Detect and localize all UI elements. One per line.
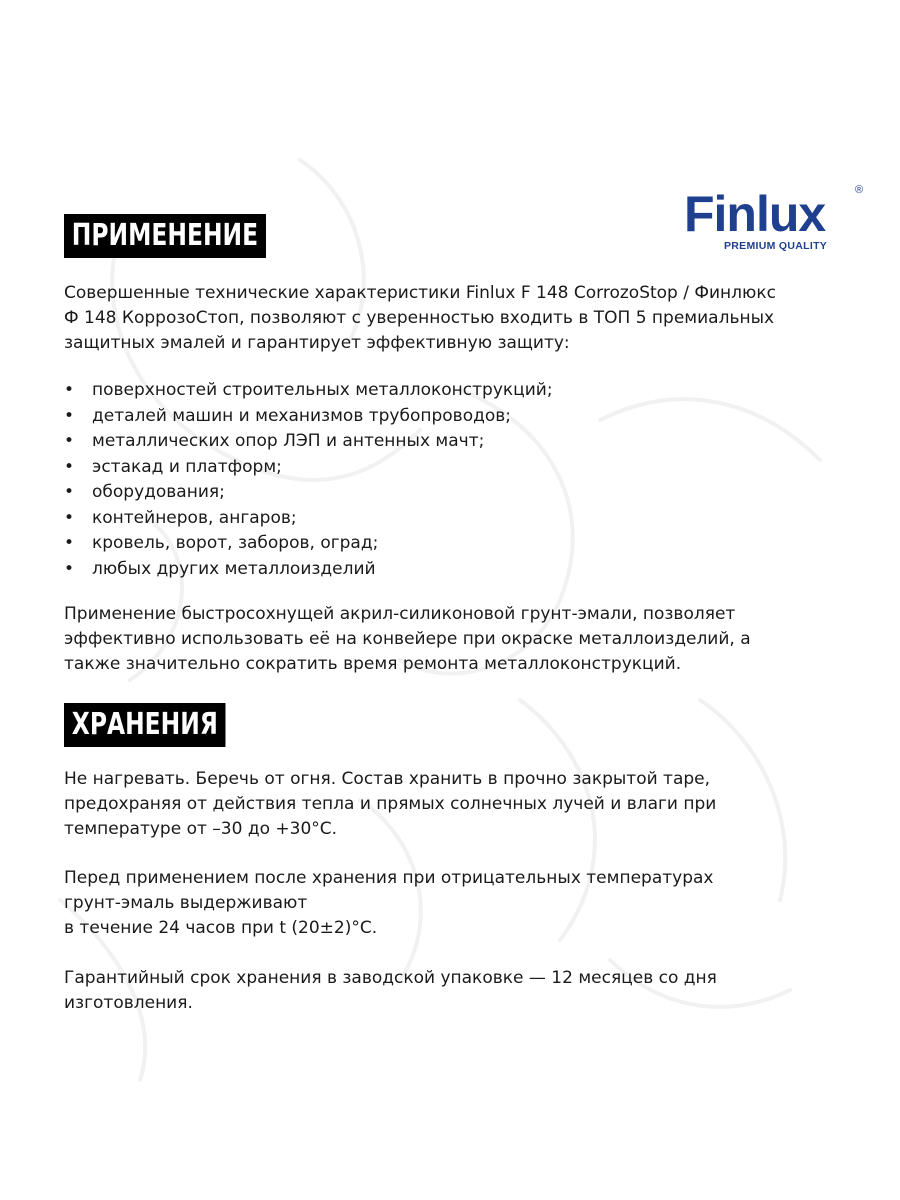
list-item bbox=[64, 404, 553, 430]
storage-paragraph-1: Не нагревать. Беречь от огня. Состав хранить в прочно закрытой таре, предохраняя от действия тепла и прямых солнечных лучей и влаги при температуре от –30 до +30°С. bbox=[64, 769, 717, 839]
list-item bbox=[64, 480, 553, 506]
list-item-text: эстакад и платформ; bbox=[92, 456, 282, 477]
bullet-icon: • bbox=[64, 405, 75, 426]
list-item-text: деталей машин и механизмов трубопроводов; bbox=[92, 405, 512, 426]
storage-paragraph-2: Перед применением после хранения при отрицательных температурах грунт-эмаль выдерживают в течение 24 часов при t (20±2)°С. bbox=[64, 868, 714, 938]
list-item bbox=[64, 557, 553, 583]
list-item-text: любых других металлоизделий bbox=[92, 558, 376, 579]
application-outro: Применение быстросохнущей акрил-силиконовой грунт-эмали, позволяет эффективно использовать её на конвейере при окраске металлоизделий, а также значительно сократить время ремонта металлоконструкций. bbox=[64, 604, 751, 674]
heading-storage: ХРАНЕНИЯ bbox=[64, 703, 226, 747]
bullet-icon: • bbox=[64, 431, 75, 451]
list-item-text: металлических опор ЛЭП и антенных мачт; bbox=[92, 431, 485, 451]
bullet-icon: • bbox=[64, 507, 75, 528]
list-item bbox=[64, 378, 553, 404]
bullet-icon: • bbox=[64, 482, 75, 502]
list-item-text: поверхностей строительных металлоконструкций; bbox=[92, 380, 553, 400]
list-item-text: контейнеров, ангаров; bbox=[92, 507, 297, 528]
bullet-icon: • bbox=[64, 380, 75, 400]
bullet-icon: • bbox=[64, 533, 75, 553]
application-list bbox=[64, 378, 553, 582]
finlux-logo bbox=[684, 186, 868, 256]
list-item-text: оборудования; bbox=[92, 482, 225, 502]
storage-paragraph-3: Гарантийный срок хранения в заводской упаковке — 12 месяцев со дня изготовления. bbox=[64, 968, 717, 1013]
logo-wordmark: Finlux bbox=[684, 186, 826, 242]
list-item bbox=[64, 455, 553, 481]
list-item bbox=[64, 506, 553, 532]
registered-mark: ® bbox=[855, 184, 864, 196]
logo-tagline: PREMIUM QUALITY bbox=[724, 240, 828, 252]
list-item-text: кровель, ворот, заборов, оград; bbox=[92, 533, 379, 553]
list-item bbox=[64, 429, 553, 455]
heading-application: ПРИМЕНЕНИЕ bbox=[64, 214, 266, 258]
bullet-icon: • bbox=[64, 558, 75, 579]
application-intro: Совершенные технические характеристики Finlux F 148 CorrozoStop / Финлюкс Ф 148 КоррозоСтоп, позволяют с уверенностью входить в ТОП 5 премиальных защитных эмалей и гарантирует эффективную защиту: bbox=[64, 283, 776, 353]
bullet-icon: • bbox=[64, 456, 75, 477]
list-item bbox=[64, 531, 553, 557]
